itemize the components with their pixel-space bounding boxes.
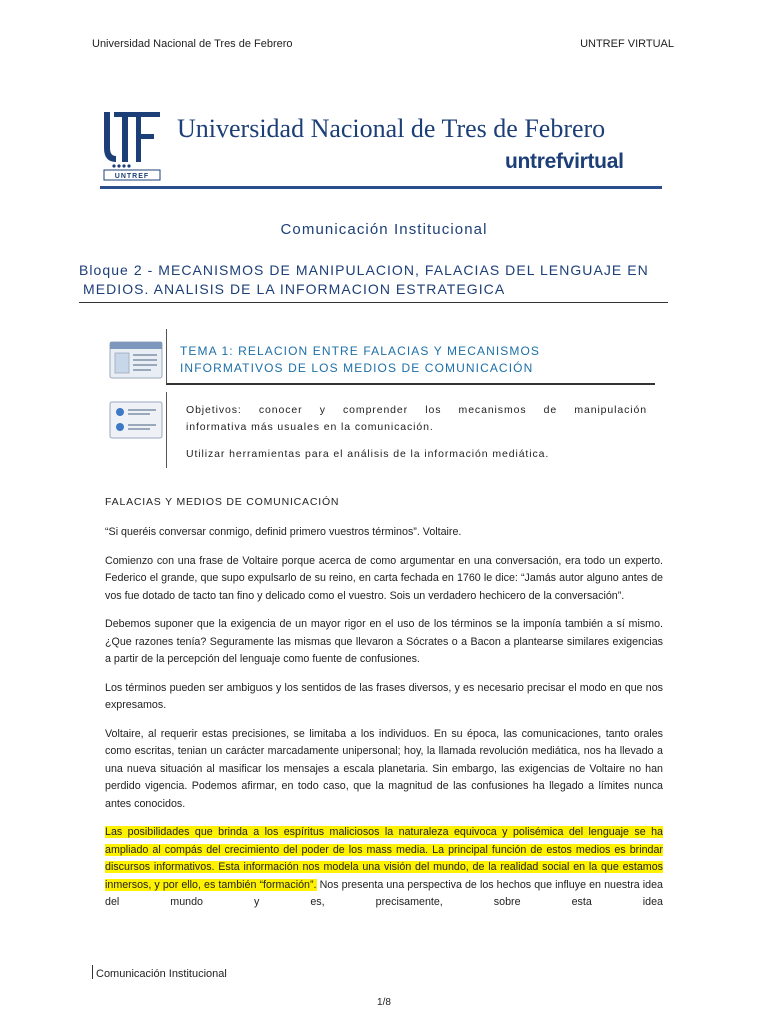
paragraph: Comienzo con una frase de Voltaire porque acerca de como argumentar en una conversación, era todo un experto. Federico el grande, que supo expulsarlo de su reino, en carta fechada en 1760 le dice: “Jamás autor alguno antes de vos fue dotado de tacto tan fino y delicado como el vuestro. Sois un verdadero hechicero de la conversación”. bbox=[105, 554, 663, 602]
body-text bbox=[105, 524, 663, 923]
paragraph-quote: “Si queréis conversar conmigo, definid primero vuestros términos”. Voltaire. bbox=[105, 526, 462, 538]
university-name: Universidad Nacional de Tres de Febrero bbox=[177, 114, 606, 143]
paragraph: Los términos pueden ser ambiguos y los sentidos de las frases diversos, y es necesario precisar el modo en que nos expresamos. bbox=[105, 681, 663, 711]
tema-title bbox=[180, 343, 650, 377]
block-title-line-2: MEDIOS. ANALISIS DE LA INFORMACION ESTRATEGICA bbox=[83, 281, 506, 297]
block-divider bbox=[79, 302, 668, 303]
block-title-line-1: Bloque 2 - MECANISMOS DE MANIPULACION, FALACIAS DEL LENGUAJE EN bbox=[79, 262, 649, 278]
footer-divider bbox=[92, 965, 93, 979]
paragraph-continuation: Nos presenta una perspectiva de los hechos que influye en nuestra idea del mundo y es, precisamente, sobre esta idea bbox=[105, 878, 664, 908]
untref-logo bbox=[102, 110, 162, 182]
objectives-text bbox=[186, 402, 647, 463]
running-header-right: UNTREF VIRTUAL bbox=[580, 38, 674, 50]
objectives-line-3: Utilizar herramientas para el análisis de la información mediática. bbox=[186, 448, 550, 460]
block-title bbox=[79, 261, 679, 299]
tema-title-line-1: TEMA 1: RELACION ENTRE FALACIAS Y MECANISMOS bbox=[180, 344, 541, 358]
logo-sub-text: UNTREF bbox=[114, 173, 150, 180]
running-header-left: Universidad Nacional de Tres de Febrero bbox=[92, 38, 293, 50]
logo-divider bbox=[100, 186, 662, 189]
tema-title-line-2: INFORMATIVOS DE LOS MEDIOS DE COMUNICACIÓN bbox=[180, 361, 534, 375]
bullet-list-icon bbox=[108, 400, 164, 440]
footer-label: Comunicación Institucional bbox=[96, 968, 227, 980]
objectives-frame bbox=[166, 392, 167, 468]
document-title: Comunicación Institucional bbox=[280, 221, 488, 238]
brand-name: untrefvirtual bbox=[505, 150, 624, 173]
section-heading: FALACIAS Y MEDIOS DE COMUNICACIÓN bbox=[105, 496, 340, 508]
page-number: 1/8 bbox=[377, 997, 391, 1008]
document-window-icon bbox=[108, 340, 164, 380]
objectives-line-1: Objetivos: conocer y comprender los mecanismos de manipulación bbox=[186, 404, 647, 416]
paragraph: Voltaire, al requerir estas precisiones, se limitaba a los individuos. En su época, las comunicaciones, tanto orales como escritas, tenian un carácter marcadamente unipersonal; hoy, la llamada revolución mediática, nos ha llevado a una nueva situación al masificar los mensajes a escala planetaria. Sin embargo, las exigencias de Voltaire no han perdido vigencia. Podemos afirmar, en todo caso, que la magnitud de las confusiones ha llegado a límites nunca antes conocidos. bbox=[105, 727, 663, 810]
paragraph: Debemos suponer que la exigencia de un mayor rigor en el uso de los términos se la imponía también a sí mismo. ¿Que razones tenía? Seguramente las mismas que llevaron a Sócrates o a Bacon a plantearse similares exigencias a partir de la percepción del lenguaje como fuente de confusiones. bbox=[105, 618, 663, 665]
paragraph-highlighted bbox=[105, 824, 663, 912]
highlighted-text: Las posibilidades que brinda a los espíritus maliciosos la naturaleza equivoca y polisémica del lenguaje se ha ampliado al compás del crecimiento del poder de los mass media. La principal función de estos medios es brindar discursos informativos. Esta información nos modela una visión del mundo, de la realidad social en la que estamos inmersos, y por ello, es también “formación”. bbox=[105, 826, 663, 891]
objectives-line-2: informativa más usuales en la comunicación. bbox=[186, 421, 434, 433]
